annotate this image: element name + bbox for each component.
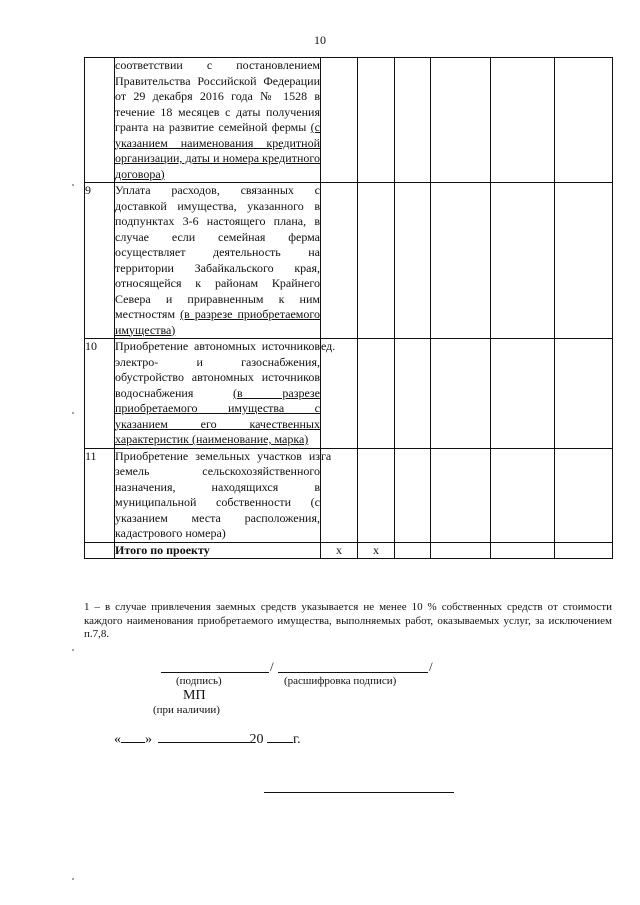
empty-cell — [491, 58, 555, 183]
scan-mark — [72, 878, 74, 880]
signature-slash-end: / — [429, 659, 433, 674]
year-suffix: г. — [293, 732, 301, 747]
empty-cell — [431, 448, 491, 542]
description-text: Уплата расходов, связанных с доставкой имущества, указанного в подпунктах 3-6 настоящего плана, в случае если семейная ферма осуществляет деятельность на территории Забайкальского края, относящейся к районам Крайнего Севера и приравненным к ним местностям — [115, 183, 320, 321]
row-unit — [321, 183, 358, 339]
signature-line — [161, 672, 269, 673]
empty-cell — [431, 183, 491, 339]
footnote: 1 – в случае привлечения заемных средств указывается не менее 10 % собственных средств от стоимости каждого наименования приобретаемого имущества, выполняемых работ, оказываемых услуг, за исключением п.7,8. — [84, 601, 612, 640]
description-text: соответствии с постановлением Правительства Российской Федерации от 29 декабря 2016 года № 1528 в течение 18 месяцев с даты получения гранта на развитие семейной фермы — [115, 58, 320, 134]
empty-cell — [358, 339, 395, 449]
total-col1: х — [321, 542, 358, 558]
total-num-cell — [85, 542, 115, 558]
description-text: Приобретение земельных участков из земель сельскохозяйственного назначения, находящихся в муниципальной собственности (с указанием места расположения, кадастрового номера) — [115, 448, 320, 540]
signature-decode-line — [278, 672, 428, 673]
empty-cell — [491, 339, 555, 449]
row-description — [115, 339, 321, 449]
empty-cell — [395, 339, 431, 449]
empty-cell — [491, 448, 555, 542]
month-blank — [158, 730, 250, 743]
scan-mark — [72, 412, 74, 414]
table-row — [85, 339, 613, 449]
total-empty-cell — [491, 542, 555, 558]
description-underlined-text: (с указанием наименования кредитной организации, даты и номера кредитного договора) — [115, 120, 320, 181]
empty-cell — [358, 448, 395, 542]
scan-mark — [72, 184, 74, 186]
row-description — [115, 448, 321, 542]
page-number: 10 — [314, 33, 326, 47]
day-blank — [121, 730, 145, 743]
row-description — [115, 183, 321, 339]
empty-cell — [555, 339, 613, 449]
total-col2: х — [358, 542, 395, 558]
empty-cell — [555, 58, 613, 183]
total-empty-cell — [555, 542, 613, 558]
total-empty-cell — [431, 542, 491, 558]
row-unit — [321, 58, 358, 183]
table-row — [85, 58, 613, 183]
description-text: Приобретение автономных источников электро- и газоснабжения, обустройство автономных источников водоснабжения — [115, 339, 320, 400]
total-label: Итого по проекту — [115, 542, 321, 558]
signature-slash: / — [270, 659, 274, 674]
date-open-quote: « — [114, 732, 121, 747]
project-plan-table — [84, 57, 613, 559]
empty-cell — [395, 448, 431, 542]
date-line — [114, 730, 301, 748]
row-description — [115, 58, 321, 183]
empty-cell — [555, 183, 613, 339]
empty-cell — [491, 183, 555, 339]
empty-cell — [395, 183, 431, 339]
date-close-quote: » — [145, 732, 152, 747]
empty-cell — [358, 58, 395, 183]
year-blank — [267, 730, 293, 743]
empty-cell — [431, 339, 491, 449]
total-row — [85, 542, 613, 558]
empty-cell — [395, 58, 431, 183]
year-prefix: 20 — [249, 732, 264, 747]
table-row — [85, 448, 613, 542]
row-unit: га — [321, 448, 358, 542]
description-underlined-text: (в разрезе приобретаемого имущества с указанием его качественных характеристик (наименование, марка) — [115, 385, 320, 446]
empty-cell — [555, 448, 613, 542]
empty-cell — [431, 58, 491, 183]
bottom-signature-line — [264, 792, 454, 793]
description-underlined-text: (в разрезе приобретаемого имущества) — [115, 307, 320, 337]
row-number: 11 — [85, 448, 115, 542]
table-row — [85, 183, 613, 339]
total-empty-cell — [395, 542, 431, 558]
row-number — [85, 58, 115, 183]
signature-decode-caption: (расшифровка подписи) — [284, 675, 397, 687]
signature-caption: (подпись) — [176, 675, 222, 687]
row-number: 10 — [85, 339, 115, 449]
row-unit: ед. — [321, 339, 358, 449]
stamp-label: МП — [183, 688, 206, 703]
scan-mark — [72, 649, 74, 651]
empty-cell — [358, 183, 395, 339]
stamp-caption: (при наличии) — [153, 704, 220, 716]
row-number: 9 — [85, 183, 115, 339]
